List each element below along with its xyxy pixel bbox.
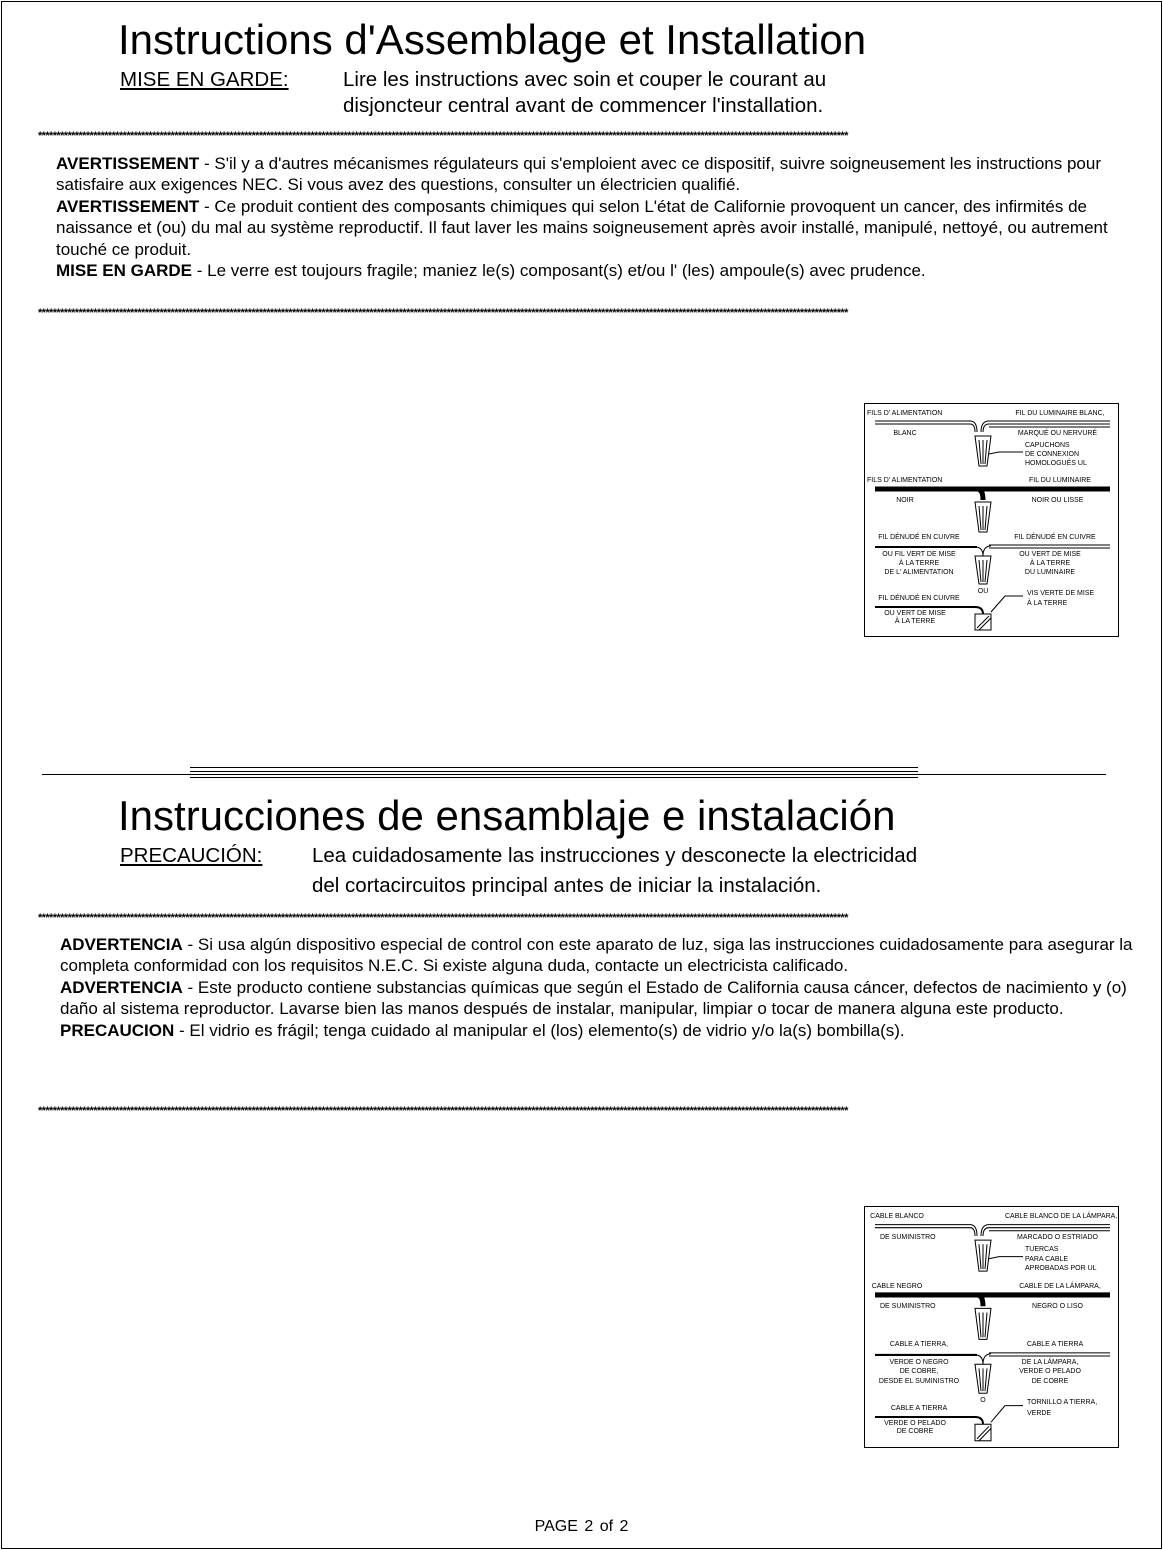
caution-label: MISE EN GARDE: xyxy=(120,68,289,91)
french-warnings xyxy=(56,153,1116,281)
diagram-label: CABLE BLANCO xyxy=(870,1213,924,1221)
warning-label: PRECAUCION xyxy=(60,1020,175,1040)
star-divider: **************************************************************************************************************************************************************************************************************************** xyxy=(38,131,848,141)
diagram-label: DE SUMINISTRO xyxy=(880,1233,936,1241)
diagram-label: DU LUMINAIRE xyxy=(1024,569,1076,576)
diagram-label: HOMOLOGUÉS UL xyxy=(1025,460,1087,467)
warning-text: - Si usa algún dispositivo especial de control con este aparato de luz, siga las instrucciones cuidadosamente para asegurar la completa conformidad con los requisitos N.E.C. Si existe alguna duda, contacte un electricista calificado. xyxy=(60,935,1133,976)
diagram-label: OU VERT DE MISE xyxy=(1019,551,1081,558)
diagram-label: DE LA LÁMPARA, xyxy=(1021,1359,1079,1367)
spanish-warnings xyxy=(60,934,1140,1041)
diagram-label: DE COBRE xyxy=(1031,1377,1069,1385)
diagram-label: FIL DU LUMINAIRE xyxy=(1029,477,1091,484)
section-divider xyxy=(190,777,918,778)
diagram-label: MARQUÉ OU NERVURÉ xyxy=(1017,430,1098,437)
warning-text: - El vidrio es frágil; tenga cuidado al manipular el (los) elemento(s) de vidrio y/o la(s) bombilla(s). xyxy=(174,1020,905,1040)
star-divider: **************************************************************************************************************************************************************************************************************************** xyxy=(38,308,848,318)
diagram-label: VIS VERTE DE MISE xyxy=(1027,590,1095,597)
diagram-label: VERDE O PELADO xyxy=(884,1420,946,1428)
diagram-label: CABLE DE LA LÁMPARA, xyxy=(1019,1282,1101,1290)
warning-label: MISE EN GARDE xyxy=(56,261,193,281)
diagram-label: À LA TERRE xyxy=(898,560,940,567)
diagram-label: FIL DÉNUDÉ EN CUIVRE xyxy=(878,534,960,541)
diagram-label: OU VERT DE MISE xyxy=(884,610,946,617)
diagram-label: FIL DÉNUDÉ EN CUIVRE xyxy=(1014,534,1096,541)
diagram-label: CABLE NEGRO xyxy=(871,1282,923,1290)
page-number: PAGE 2 of 2 xyxy=(534,1518,629,1535)
diagram-label: DE CONNEXION xyxy=(1025,451,1080,458)
warning-paragraph xyxy=(60,934,1140,977)
diagram-label: BLANC xyxy=(893,430,917,437)
section-divider xyxy=(190,767,918,768)
diagram-label: VERDE O PELADO xyxy=(1019,1368,1081,1376)
spanish-wiring-diagram xyxy=(864,1206,1119,1448)
diagram-label: DE COBRE xyxy=(896,1428,934,1436)
spanish-caution-label xyxy=(120,844,262,868)
diagram-label: FIL DÉNUDÉ EN CUIVRE xyxy=(878,595,960,602)
warning-text: - Ce produit contient des composants chimiques qui selon L'état de Californie provoquent un cancer, des infirmités de naissance et (ou) du mal au système reproductif. Il faut laver les mains soigneusement après avoir installé, manipulé, nettoyé, ou autrement touché ce produit. xyxy=(56,196,1108,259)
star-divider: **************************************************************************************************************************************************************************************************************************** xyxy=(38,913,848,923)
diagram-label: VERDE O NEGRO xyxy=(889,1359,949,1367)
diagram-label: À LA TERRE xyxy=(894,618,936,625)
diagram-label: NOIR OU LISSE xyxy=(1031,497,1084,504)
warning-text: - S'il y a d'autres mécanismes régulateurs qui s'emploient avec ce dispositif, suivre soigneusement les instructions pour satisfaire aux exigences NEC. Si vous avez des questions, consulter un électricien qualifié. xyxy=(56,154,1101,195)
diagram-label: PARA CABLE xyxy=(1025,1255,1069,1263)
diagram-label: FIL DU LUMINAIRE BLANC, xyxy=(1015,410,1105,417)
french-wiring-diagram xyxy=(864,403,1119,637)
warning-label: AVERTISSEMENT xyxy=(56,154,200,173)
warning-label: AVERTISSEMENT xyxy=(56,196,200,216)
diagram-label: FILS D' ALIMENTATION xyxy=(867,477,943,484)
warning-label: ADVERTENCIA xyxy=(60,935,183,954)
diagram-label: APROBADAS POR UL xyxy=(1025,1264,1097,1272)
spanish-title: Instrucciones de ensamblaje e instalación xyxy=(118,792,896,839)
diagram-label: CABLE BLANCO DE LA LÁMPARA, xyxy=(1005,1213,1118,1221)
diagram-label: O xyxy=(980,1397,986,1405)
diagram-label: FILS D' ALIMENTATION xyxy=(867,410,943,417)
diagram-label: OU xyxy=(977,588,989,595)
diagram-label: DE SUMINISTRO xyxy=(880,1303,936,1311)
diagram-label: VERDE xyxy=(1027,1409,1052,1417)
warning-paragraph xyxy=(56,153,1116,196)
spanish-caution-line2: del cortacircuitos principal antes de iniciar la instalación. xyxy=(312,874,822,897)
french-caution-line1: Lire les instructions avec soin et couper le courant au xyxy=(343,68,827,91)
diagram-label: DE L' ALIMENTATION xyxy=(884,569,954,576)
star-divider: **************************************************************************************************************************************************************************************************************************** xyxy=(38,1106,848,1116)
diagram-label: CABLE A TIERRA, xyxy=(889,1341,949,1349)
warning-paragraph xyxy=(56,196,1116,260)
french-caution-line2: disjoncteur central avant de commencer l'installation. xyxy=(343,94,824,117)
diagram-label: DE COBRE, xyxy=(899,1368,939,1376)
diagram-label: NEGRO O LISO xyxy=(1032,1303,1083,1311)
diagram-label: À LA TERRE xyxy=(1027,600,1068,607)
diagram-label: DESDE EL SUMINISTRO xyxy=(878,1377,960,1385)
diagram-label: NOIR xyxy=(896,497,914,504)
diagram-label: OU FIL VERT DE MISE xyxy=(882,551,956,558)
warning-paragraph xyxy=(60,977,1140,1020)
section-divider xyxy=(42,774,1106,775)
diagram-label: TUERCAS xyxy=(1025,1246,1059,1254)
french-title: Instructions d'Assemblage et Installation xyxy=(118,16,867,63)
diagram-label: À LA TERRE xyxy=(1029,560,1071,567)
caution-label: PRECAUCIÓN: xyxy=(120,844,263,867)
diagram-label: TORNILLO A TIERRA, xyxy=(1027,1399,1098,1407)
section-divider xyxy=(190,771,918,772)
warning-text: - Este producto contiene substancias químicas que según el Estado de California causa cáncer, defectos de nacimiento y (o) daño al sistema reproductor. Lavarse bien las manos después de instalar, manipular, limpiar o tocar de manera alguna este producto. xyxy=(60,977,1127,1019)
diagram-label: CABLE A TIERRA xyxy=(1026,1341,1084,1349)
diagram-label: CAPUCHONS xyxy=(1025,442,1070,449)
diagram-label: MARCADO O ESTRIADO xyxy=(1017,1233,1098,1241)
caution-paragraph xyxy=(56,260,1116,281)
caution-paragraph xyxy=(60,1020,1140,1041)
french-caution-label xyxy=(120,68,289,92)
warning-text: - Le verre est toujours fragile; maniez le(s) composant(s) et/ou l' (les) ampoule(s) avec prudence. xyxy=(192,261,926,281)
spanish-caution-line1: Lea cuidadosamente las instrucciones y desconecte la electricidad xyxy=(312,844,918,867)
warning-label: ADVERTENCIA xyxy=(60,977,183,997)
diagram-label: CABLE A TIERRA xyxy=(890,1404,948,1412)
